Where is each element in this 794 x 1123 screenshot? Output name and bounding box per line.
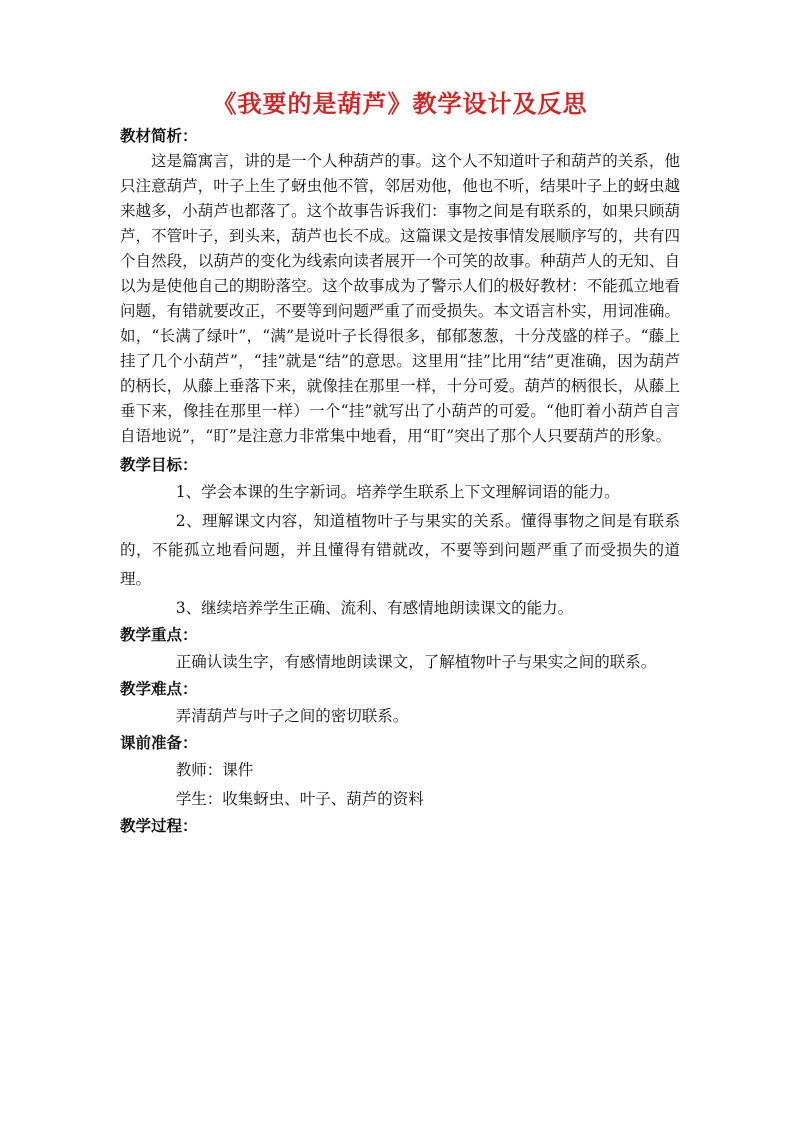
section-heading-goals: 教学目标： [120,456,198,474]
goal-item: 2、理解课文内容，知道植物叶子与果实的关系。懂得事物之间是有联系的，不能孤立地看问题，并且懂得有错就改，不要等到问题严重了而受损失的道理。 [120,512,680,588]
goal-item: 3、继续培养学生正确、流利、有感情地朗读课文的能力。 [175,599,574,617]
preparation-students: 学生：收集蚜虫、叶子、葫芦的资料 [175,790,424,808]
document-page [120,84,680,839]
section-heading-process: 教学过程： [120,817,198,835]
section-heading-difficulties: 教学难点： [120,680,198,698]
section-heading-preparation: 课前准备： [120,734,198,752]
document-title: 《我要的是葫芦》教学设计及反思 [212,89,588,118]
section-heading-key-points: 教学重点： [120,626,198,644]
goal-item: 1、学会本课的生字新词。培养学生联系上下文理解词语的能力。 [175,483,620,501]
analysis-paragraph: 这是篇寓言，讲的是一个人种葫芦的事。这个人不知道叶子和葫芦的关系，他只注意葫芦，叶子上生了蚜虫他不管，邻居劝他，他也不听，结果叶子上的蚜虫越来越多，小葫芦也都落了。这个故事告诉我们：事物之间是有联系的，如果只顾葫芦，不管叶子，到头来，葫芦也长不成。这篇课文是按事情发展顺序写的，共有四个自然段，以葫芦的变化为线索向读者展开一个可笑的故事。种葫芦人的无知、自以为是使他自己的期盼落空。这个故事成为了警示人们的极好教材：不能孤立地看问题，有错就要改正，不要等到问题严重了而受损失。本文语言朴实，用词准确。如，“长满了绿叶”，“满”是说叶子长得很多，郁郁葱葱，十分茂盛的样子。“藤上挂了几个小葫芦”，“挂”就是“结”的意思。这里用“挂”比用“结”更准确，因为葫芦的柄长，从藤上垂落下来，就像挂在那里一样，十分可爱。葫芦的柄很长，从藤上垂下来，像挂在那里一样）一个“挂”就写出了小葫芦的可爱。“他盯着小葫芦自言自语地说”，“盯”是注意力非常集中地看，用“盯”突出了那个人只要葫芦的形象。 [120,152,680,445]
preparation-teacher: 教师：课件 [175,761,254,779]
key-points-text: 正确认读生字，有感情地朗读课文，了解植物叶子与果实之间的联系。 [175,653,657,671]
section-heading-analysis: 教材简析： [120,127,198,145]
difficulties-text: 弄清葫芦与叶子之间的密切联系。 [175,707,409,725]
